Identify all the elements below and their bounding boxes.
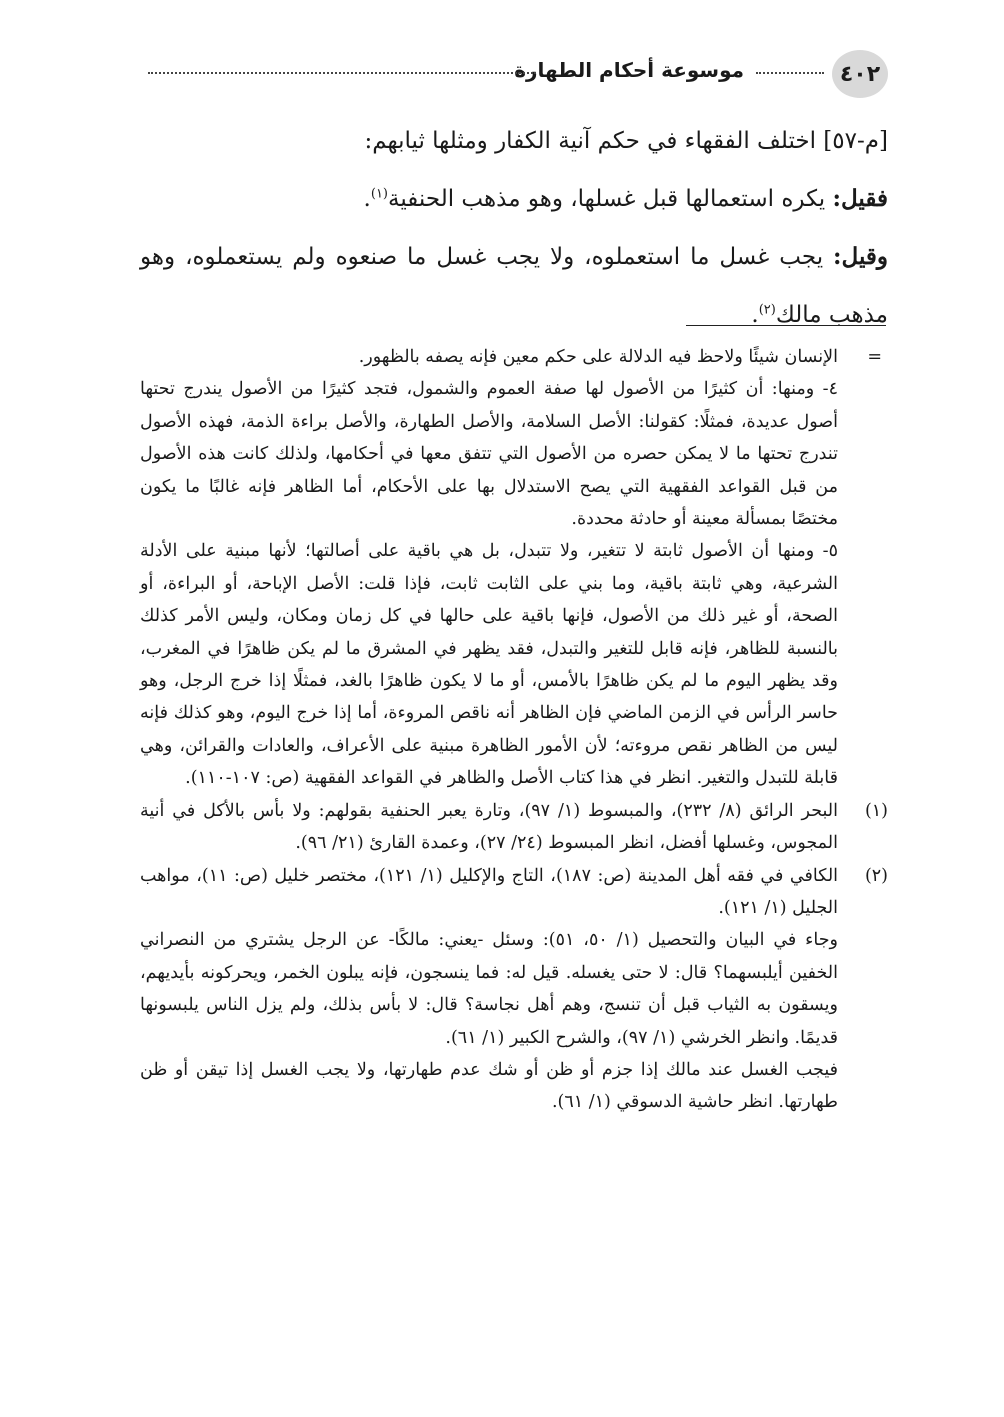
footnote-number: (١)	[864, 800, 888, 821]
continuation-marker: =	[867, 347, 882, 367]
opinion-lead: فقيل:	[832, 185, 888, 212]
footnote-2	[140, 860, 888, 925]
opinion-hanafi	[140, 170, 888, 228]
footnote-2-bayan: وجاء في البيان والتحصيل (١/ ٥٠، ٥١): وسئل -يعني: مالكًا- عن الرجل يشتري من النصراني الخفين أيلبسهما؟ قال: لا حتى يغسله. قيل له: فما ينسجون، فإنه يبلون الخمر، ويحركونه بأيديهم، ويسقون به الثياب قبل أن تنسج، وهم أهل نجاسة؟ قال: لا بأس بذلك، ولم يزل الناس يلبسونها قديمًا. وانظر الخرشي (١/ ٩٧)، والشرح الكبير (١/ ٦١).	[140, 930, 839, 1048]
header-dotted-rule-left	[148, 72, 536, 74]
main-text	[140, 112, 888, 344]
footnote-separator	[686, 325, 886, 326]
page-header	[140, 44, 888, 104]
footnote-ref-1: (١)	[370, 186, 388, 202]
footnote-text: البحر الرائق (٨/ ٢٣٢)، والمبسوط (١/ ٩٧)، وتارة يعبر الحنفية بقولهم: ولا بأس بالأكل في أنية المجوس، وغسلها أفضل، انظر المبسوط (٢٤/ ٢٧)، وعمدة القارئ (٢١/ ٩٦).	[140, 800, 838, 854]
footnote-1	[140, 795, 888, 860]
footnote-text: الكافي في فقه أهل المدينة (ص: ١٨٧)، التاج والإكليل (١/ ١٢١)، مختصر خليل (ص: ١١)، مواهب الجليل (١/ ١٢١).	[140, 865, 839, 918]
footnote-point-4: ٤- ومنها: أن كثيرًا من الأصول لها صفة العموم والشمول، فتجد كثيرًا من الأصول يندرج تحتها أصول عديدة، فمثلًا: كقولنا: الأصل السلامة، والأصل الطهارة، والأصل براءة الذمة، فهذه الأصول تندرج تحتها ما لا يمكن حصره من الأصول التي تتفق معها في أحكامها، ولذلك كانت هذه الأصول من قبل القواعد الفقهية التي يصح الاستدلال بها على الأحكام، أما الظاهر فإنه غالبًا ما يكون مختصًا بمسألة معينة أو حادثة محددة.	[140, 379, 838, 530]
page-number: ٤٠٢	[832, 50, 888, 98]
continuation-text: الإنسان شيئًا ولاحظ فيه الدلالة على حكم معين فإنه يصفه بالظهور.	[358, 347, 838, 367]
running-title: موسوعة أحكام الطهارة	[514, 58, 744, 82]
footnote-2-ghusl: فيجب الغسل عند مالك إذا جزم أو ظن أو شك عدم طهارتها، ولا يجب الغسل إذا تيقن أو ظن طهارتها. انظر حاشية الدسوقي (١/ ٦١).	[140, 1059, 838, 1113]
issue-heading: [م-٥٧] اختلف الفقهاء في حكم آنية الكفار ومثلها ثيابهم:	[364, 128, 888, 154]
header-dotted-rule-right	[756, 72, 824, 74]
opinion-text: يجب غسل ما استعملوه، ولا يجب غسل ما صنعوه ولم يستعملوه، وهو مذهب مالك	[140, 244, 888, 328]
opinion-end: .	[751, 302, 759, 328]
footnote-ref-2: (٢)	[758, 302, 776, 318]
opinion-maliki	[140, 228, 888, 344]
footnote-point-5: ٥- ومنها أن الأصول ثابتة لا تتغير، ولا تتبدل، بل هي باقية على أصالتها؛ لأنها مبنية على الأدلة الشرعية، وهي ثابتة باقية، وما بني على الثابت ثابت، فإذا قلت: الأصل الإباحة، أو البراءة، أو الصحة، أو غير ذلك من الأصول، فإنها باقية على حالها في كل زمان ومكان، وليس الأمر كذلك بالنسبة للظاهر، فإنه قابل للتغير والتبدل، فقد يظهر في المشرق ما لم يكن ظاهرًا في المغرب، وقد يظهر اليوم ما لم يكن ظاهرًا بالأمس، أو ما لا يكون ظاهرًا بالغد، فمثلًا إذا خرج الرجل، وهو حاسر الرأس في الزمن الماضي فإن الظاهر أنه ناقص المروءة، أما إذا خرج اليوم، وهو كذلك فإنه ليس من الظاهر نقص مروءته؛ لأن الأمور الظاهرة مبنية على الأعراف، والعادات والقرائن، وهي قابلة للتبدل والتغير. انظر في هذا كتاب الأصل والظاهر في القواعد الفقهية (ص: ١٠٧-١١٠).	[140, 541, 838, 789]
footnote-number: (٢)	[864, 865, 888, 886]
opinion-text: يكره استعمالها قبل غسلها، وهو مذهب الحنفية	[388, 186, 833, 212]
opinion-lead: وقيل:	[833, 243, 888, 270]
opinion-end: .	[363, 186, 371, 212]
footnote-continuation	[140, 341, 888, 373]
footnotes	[140, 341, 888, 1119]
